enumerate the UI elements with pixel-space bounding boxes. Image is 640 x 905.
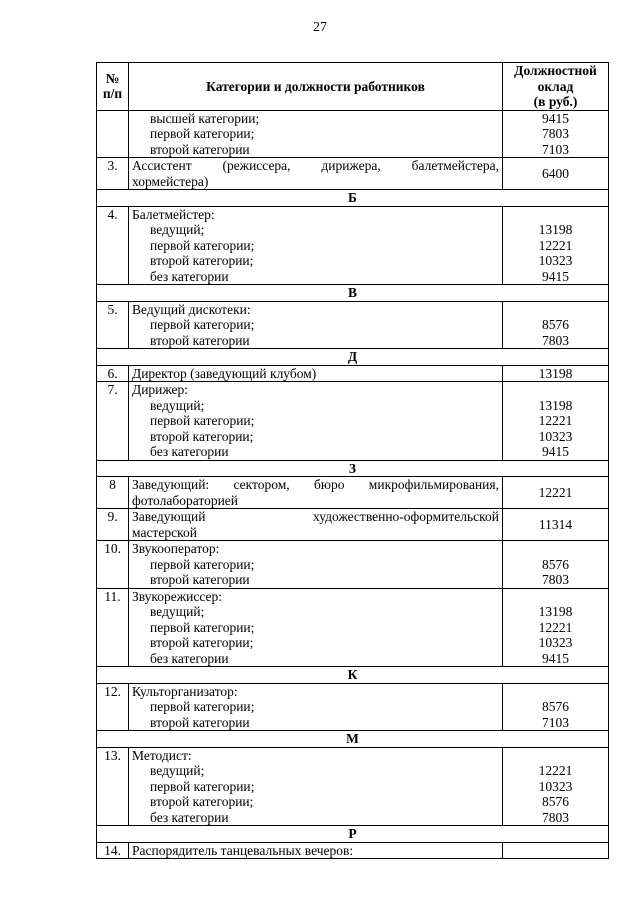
salary-value: 6400 [542, 165, 569, 181]
position-title: Дирижер: [132, 382, 189, 397]
salary-spacer [506, 207, 605, 223]
subcategory-label: первой категории; [150, 237, 255, 253]
row-title-cell [129, 747, 503, 826]
salary-value: 12221 [538, 619, 573, 635]
salary-value: 13198 [538, 604, 573, 619]
row-salary-cell [503, 158, 609, 190]
position-title: Распорядитель танцевальных вечеров: [132, 842, 354, 858]
row-title-cell [129, 206, 503, 285]
row-title-cell [129, 301, 503, 349]
table-row-continued [97, 110, 609, 158]
salary-value: 13198 [538, 397, 573, 413]
subcategory-label: без категории [150, 650, 229, 666]
table-row [97, 747, 609, 826]
row-salary-cell [503, 110, 609, 158]
subcategory-label: первой категории; [150, 556, 255, 572]
table-row [97, 477, 609, 509]
subcategory-label: высшей категории; [150, 110, 260, 126]
row-salary-cell [503, 301, 609, 349]
page-number: 27 [313, 20, 327, 35]
section-letter-row [97, 190, 609, 207]
row-number: 5. [97, 301, 129, 349]
section-letter-row [97, 667, 609, 684]
row-title-cell [129, 477, 503, 509]
position-title: Ассистент (режиссера, дирижера, балетмейстера, [132, 158, 499, 173]
salary-spacer [506, 684, 605, 700]
salary-value: 12221 [538, 484, 573, 500]
table-row [97, 842, 609, 859]
row-salary-cell [503, 747, 609, 826]
row-number: 3. [97, 158, 129, 190]
table-body [97, 110, 609, 859]
row-number: 7. [97, 382, 129, 461]
subcategory-label: без категории [150, 268, 229, 284]
position-title-continued: мастерской [132, 524, 197, 540]
table-row [97, 301, 609, 349]
salary-value: 13198 [538, 365, 573, 381]
header-salary-line: оклад [537, 78, 574, 94]
table-row [97, 541, 609, 589]
row-title-cell [129, 382, 503, 461]
section-letter-row [97, 460, 609, 477]
row-number [97, 110, 129, 158]
subcategory-label: ведущий; [150, 604, 205, 619]
row-number: 14. [97, 842, 129, 859]
row-title-cell [129, 158, 503, 190]
header-category: Категории и должности работников [129, 63, 503, 111]
row-number: 6. [97, 365, 129, 382]
subcategory-label: первой категории; [150, 699, 255, 714]
subcategory-label: первой категории; [150, 778, 255, 794]
row-salary-cell [503, 382, 609, 461]
section-letter-row [97, 285, 609, 302]
section-letter: Р [97, 826, 609, 843]
salary-spacer [506, 302, 605, 318]
row-salary-cell [503, 477, 609, 509]
subcategory-label: ведущий; [150, 763, 205, 778]
row-salary-cell [503, 842, 609, 859]
row-salary-cell [503, 509, 609, 541]
subcategory-label: первой категории; [150, 619, 255, 635]
salary-table-sheet [96, 62, 608, 859]
row-number: 12. [97, 683, 129, 731]
salary-spacer [506, 748, 605, 764]
salary-value: 7103 [542, 141, 569, 157]
position-title: Методист: [132, 747, 192, 763]
table-row [97, 382, 609, 461]
row-title-cell [129, 541, 503, 589]
subcategory-label: второй категории; [150, 428, 254, 444]
table-row [97, 158, 609, 190]
row-salary-cell [503, 365, 609, 382]
subcategory-label: второй категории [150, 141, 250, 157]
salary-value: 9415 [542, 650, 569, 666]
salary-spacer [506, 382, 605, 398]
row-number: 9. [97, 509, 129, 541]
subcategory-label: первой категории; [150, 413, 255, 428]
position-title: Звукорежиссер: [132, 588, 222, 604]
salary-value: 8576 [542, 556, 569, 572]
row-number: 10. [97, 541, 129, 589]
header-number-line: п/п [102, 86, 123, 102]
header-salary [503, 63, 609, 111]
section-letter: Б [97, 190, 609, 207]
salary-value: 9415 [542, 268, 569, 284]
row-number: 4. [97, 206, 129, 285]
section-letter: К [97, 667, 609, 684]
header-salary-line: (в руб.) [533, 94, 578, 109]
position-title-continued: хормейстера) [132, 173, 209, 189]
row-title-cell [129, 509, 503, 541]
subcategory-label: без категории [150, 444, 229, 459]
subcategory-label: второй категории [150, 714, 250, 730]
section-letter-row [97, 731, 609, 748]
position-title: Ведущий дискотеки: [132, 301, 251, 317]
row-number: 13. [97, 747, 129, 826]
header-salary-line: Должностной [514, 63, 597, 78]
row-salary-cell [503, 206, 609, 285]
section-letter: З [97, 460, 609, 477]
row-title-cell [129, 842, 503, 859]
subcategory-label: второй категории [150, 332, 250, 348]
row-salary-cell [503, 588, 609, 667]
salary-value: 8576 [542, 794, 569, 809]
row-title-cell [129, 683, 503, 731]
subcategory-label: без категории [150, 809, 229, 825]
header-number-line: № [105, 70, 120, 86]
header-number [97, 63, 129, 111]
subcategory-label: ведущий; [150, 397, 205, 413]
salary-value: 12221 [538, 763, 573, 778]
salary-spacer [506, 589, 605, 605]
salary-value: 9415 [542, 110, 569, 126]
table-row [97, 588, 609, 667]
salary-value: 9415 [542, 444, 569, 459]
row-title-cell [129, 365, 503, 382]
subcategory-label: второй категории; [150, 794, 254, 809]
salary-value: 13198 [538, 222, 573, 237]
row-title-cell [129, 110, 503, 158]
table-row [97, 365, 609, 382]
subcategory-label: второй категории; [150, 635, 254, 650]
salary-value: 7803 [542, 809, 569, 825]
salary-value: 7803 [542, 572, 569, 587]
section-letter: Д [97, 349, 609, 366]
position-title-continued: фотолабораторией [132, 492, 239, 508]
subcategory-label: второй категории [150, 572, 250, 587]
subcategory-label: первой категории; [150, 126, 255, 141]
table-header-row [97, 63, 609, 111]
position-title: Балетмейстер: [132, 206, 215, 222]
salary-value: 12221 [538, 237, 573, 253]
section-letter: В [97, 285, 609, 302]
table-row [97, 509, 609, 541]
salary-table [96, 62, 609, 859]
row-number: 11. [97, 588, 129, 667]
section-letter-row [97, 826, 609, 843]
position-title: Заведующий: сектором, бюро микрофильмирования, [132, 477, 499, 492]
row-salary-cell [503, 541, 609, 589]
salary-value: 11314 [538, 516, 573, 532]
salary-value: 8576 [542, 317, 569, 332]
position-title: Культорганизатор: [132, 683, 238, 699]
subcategory-label: второй категории; [150, 253, 254, 268]
salary-value: 10323 [538, 253, 573, 268]
position-title: Заведующий художественно-оформительской [132, 509, 499, 524]
row-title-cell [129, 588, 503, 667]
salary-value: 7803 [542, 126, 569, 141]
subcategory-label: первой категории; [150, 317, 255, 332]
section-letter: М [97, 731, 609, 748]
row-number: 8 [97, 477, 129, 509]
salary-value: 7803 [542, 332, 569, 348]
table-row [97, 206, 609, 285]
position-title: Директор (заведующий клубом) [132, 365, 317, 381]
table-row [97, 683, 609, 731]
row-salary-cell [503, 683, 609, 731]
salary-value: 10323 [538, 428, 573, 444]
section-letter-row [97, 349, 609, 366]
salary-spacer [506, 541, 605, 557]
position-title: Звукооператор: [132, 541, 220, 556]
salary-value: 7103 [542, 714, 569, 730]
subcategory-label: ведущий; [150, 222, 205, 237]
salary-value: 8576 [542, 699, 569, 714]
salary-value: 10323 [538, 778, 573, 794]
salary-value: 12221 [538, 413, 573, 428]
salary-value: 10323 [538, 635, 573, 650]
